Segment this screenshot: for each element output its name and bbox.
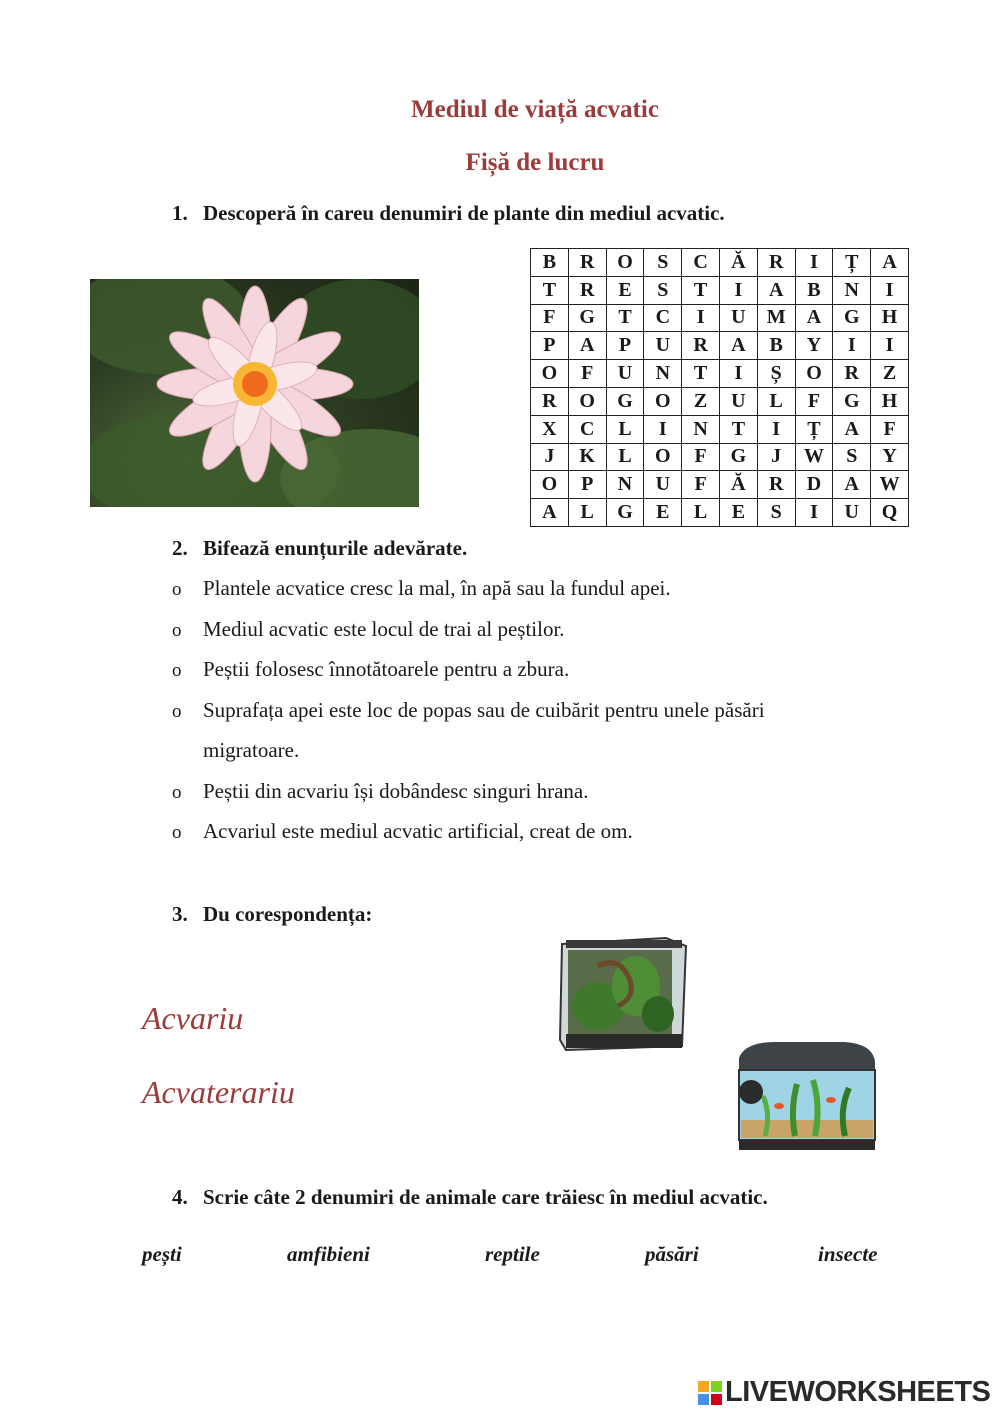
grid-cell[interactable]: L (606, 443, 644, 471)
grid-cell[interactable]: U (644, 332, 682, 360)
grid-row (531, 276, 909, 304)
grid-cell[interactable]: P (606, 332, 644, 360)
grid-cell[interactable]: F (795, 387, 833, 415)
grid-cell[interactable]: O (795, 360, 833, 388)
category-pasari: păsări (645, 1242, 699, 1266)
grid-cell[interactable]: N (606, 471, 644, 499)
grid-row (531, 443, 909, 471)
liveworksheets-logo-text: LIVEWORKSHEETS (725, 1376, 991, 1408)
aquarium-image[interactable] (735, 1040, 877, 1154)
statement-4[interactable] (172, 698, 765, 723)
statement-text: Acvariul este mediul acvatic artificial, creat de om. (203, 819, 633, 843)
grid-cell[interactable]: A (833, 415, 871, 443)
grid-cell[interactable]: A (795, 304, 833, 332)
grid-cell[interactable]: L (682, 499, 720, 527)
grid-cell[interactable]: C (568, 415, 606, 443)
grid-cell[interactable]: I (644, 415, 682, 443)
word-search-grid (530, 248, 909, 527)
grid-cell[interactable]: N (833, 276, 871, 304)
statement-4-continuation: migratoare. (203, 738, 300, 762)
grid-cell[interactable]: A (568, 332, 606, 360)
statement-5[interactable] (172, 779, 589, 804)
grid-cell[interactable]: Q (871, 499, 909, 527)
category-insecte: insecte (818, 1242, 878, 1266)
category-reptile: reptile (485, 1242, 540, 1266)
grid-cell[interactable]: C (644, 304, 682, 332)
grid-cell[interactable]: X (531, 415, 569, 443)
grid-cell[interactable]: I (795, 499, 833, 527)
grid-cell[interactable]: G (833, 304, 871, 332)
grid-cell[interactable]: O (606, 249, 644, 277)
question-3-heading (172, 902, 372, 927)
grid-cell[interactable]: J (757, 443, 795, 471)
checkbox-bullet[interactable]: o (172, 782, 182, 803)
grid-cell[interactable]: T (719, 415, 757, 443)
grid-cell[interactable]: N (682, 415, 720, 443)
grid-cell[interactable]: B (531, 249, 569, 277)
grid-cell[interactable]: I (682, 304, 720, 332)
grid-cell[interactable]: T (531, 276, 569, 304)
grid-cell[interactable]: F (531, 304, 569, 332)
terrarium-drawing (558, 936, 688, 1054)
checkbox-bullet[interactable]: o (172, 620, 182, 641)
grid-cell[interactable]: I (871, 276, 909, 304)
grid-cell[interactable]: U (606, 360, 644, 388)
grid-cell[interactable]: G (833, 387, 871, 415)
question-3-number: 3. (172, 902, 188, 926)
grid-cell[interactable]: W (871, 471, 909, 499)
checkbox-bullet[interactable]: o (172, 701, 182, 722)
grid-cell[interactable]: P (568, 471, 606, 499)
grid-cell[interactable]: U (644, 471, 682, 499)
grid-cell[interactable]: L (568, 499, 606, 527)
question-1-text: Descoperă în careu denumiri de plante din mediul acvatic. (203, 201, 725, 225)
checkbox-bullet[interactable]: o (172, 579, 182, 600)
grid-cell[interactable]: J (531, 443, 569, 471)
question-2-number: 2. (172, 536, 188, 560)
match-word-acvariu[interactable]: Acvariu (142, 1000, 244, 1036)
grid-cell[interactable]: D (795, 471, 833, 499)
grid-row (531, 499, 909, 527)
grid-cell[interactable]: O (644, 387, 682, 415)
question-1-heading (172, 201, 725, 226)
grid-row (531, 360, 909, 388)
grid-cell[interactable]: Ț (795, 415, 833, 443)
statement-text: Suprafața apei este loc de popas sau de cuibărit pentru unele păsări (203, 698, 765, 722)
grid-cell[interactable]: U (719, 387, 757, 415)
grid-cell[interactable]: B (795, 276, 833, 304)
grid-cell[interactable]: A (833, 471, 871, 499)
liveworksheets-logo (697, 1376, 990, 1409)
grid-cell[interactable]: G (606, 499, 644, 527)
grid-cell[interactable]: Y (795, 332, 833, 360)
grid-cell[interactable]: I (719, 276, 757, 304)
grid-cell[interactable]: B (757, 332, 795, 360)
question-3-text: Du corespondența: (203, 902, 373, 926)
statement-1[interactable] (172, 576, 671, 601)
grid-cell[interactable]: L (606, 415, 644, 443)
grid-cell[interactable]: Ș (757, 360, 795, 388)
grid-cell[interactable]: E (606, 276, 644, 304)
grid-cell[interactable]: O (568, 387, 606, 415)
grid-cell[interactable]: S (757, 499, 795, 527)
grid-cell[interactable]: H (871, 387, 909, 415)
question-4-heading (172, 1185, 768, 1210)
grid-cell[interactable]: T (682, 360, 720, 388)
grid-cell[interactable]: G (719, 443, 757, 471)
statement-3[interactable] (172, 657, 569, 682)
grid-cell[interactable]: E (644, 499, 682, 527)
grid-cell[interactable]: K (568, 443, 606, 471)
grid-cell[interactable]: A (757, 276, 795, 304)
grid-cell[interactable]: R (682, 332, 720, 360)
grid-cell[interactable]: R (531, 387, 569, 415)
checkbox-bullet[interactable]: o (172, 660, 182, 681)
grid-cell[interactable]: F (568, 360, 606, 388)
grid-cell[interactable]: Z (871, 360, 909, 388)
grid-cell[interactable]: A (719, 332, 757, 360)
checkbox-bullet[interactable]: o (172, 822, 182, 843)
grid-cell[interactable]: O (531, 471, 569, 499)
grid-cell[interactable]: L (757, 387, 795, 415)
terrarium-image[interactable] (558, 936, 688, 1054)
grid-cell[interactable]: R (757, 471, 795, 499)
statement-6[interactable] (172, 819, 633, 844)
grid-cell[interactable]: I (719, 360, 757, 388)
grid-cell[interactable]: I (833, 332, 871, 360)
statement-text: Plantele acvatice cresc la mal, în apă sau la fundul apei. (203, 576, 671, 600)
grid-cell[interactable]: R (757, 249, 795, 277)
grid-cell[interactable]: G (606, 387, 644, 415)
grid-row (531, 415, 909, 443)
grid-cell[interactable]: R (568, 249, 606, 277)
grid-cell[interactable]: F (871, 415, 909, 443)
grid-cell[interactable]: F (682, 443, 720, 471)
grid-cell[interactable]: Z (682, 387, 720, 415)
question-2-heading (172, 536, 467, 561)
page-subtitle: Fișă de lucru (465, 149, 605, 176)
grid-cell[interactable]: U (719, 304, 757, 332)
grid-cell[interactable]: T (682, 276, 720, 304)
grid-cell[interactable]: G (568, 304, 606, 332)
grid-row (531, 471, 909, 499)
grid-cell[interactable]: Y (871, 443, 909, 471)
statement-text: Mediul acvatic este locul de trai al peștilor. (203, 617, 565, 641)
grid-cell[interactable]: S (644, 276, 682, 304)
grid-cell[interactable]: I (795, 249, 833, 277)
grid-row (531, 387, 909, 415)
statement-text: Peștii din acvariu își dobândesc singuri hrana. (203, 779, 589, 803)
statement-text: Peștii folosesc înnotătoarele pentru a zbura. (203, 657, 570, 681)
grid-cell[interactable]: N (644, 360, 682, 388)
aquarium-drawing (735, 1040, 877, 1154)
category-pesti: pești (142, 1242, 182, 1266)
grid-cell[interactable]: Ă (719, 249, 757, 277)
grid-cell[interactable]: I (757, 415, 795, 443)
grid-cell[interactable]: H (871, 304, 909, 332)
water-lily-drawing (90, 279, 419, 507)
grid-cell[interactable]: T (606, 304, 644, 332)
grid-row (531, 304, 909, 332)
question-1-number: 1. (172, 201, 188, 225)
grid-cell[interactable]: F (682, 471, 720, 499)
grid-cell[interactable]: S (644, 249, 682, 277)
grid-cell[interactable]: E (719, 499, 757, 527)
water-lily-image (90, 279, 419, 507)
grid-cell[interactable]: R (568, 276, 606, 304)
page-title: Mediul de viață acvatic (411, 96, 659, 123)
grid-cell[interactable]: Ă (719, 471, 757, 499)
grid-cell[interactable]: O (531, 360, 569, 388)
grid-cell[interactable]: S (833, 443, 871, 471)
grid-cell[interactable]: Ț (833, 249, 871, 277)
grid-cell[interactable]: A (531, 499, 569, 527)
question-4-number: 4. (172, 1185, 188, 1209)
grid-cell[interactable]: U (833, 499, 871, 527)
grid-cell[interactable]: C (682, 249, 720, 277)
grid-cell[interactable]: W (795, 443, 833, 471)
grid-cell[interactable]: A (871, 249, 909, 277)
liveworksheets-logo-icon (697, 1380, 723, 1406)
grid-cell[interactable]: P (531, 332, 569, 360)
grid-cell[interactable]: R (833, 360, 871, 388)
grid-row (531, 249, 909, 277)
grid-cell[interactable]: I (871, 332, 909, 360)
question-4-text: Scrie câte 2 denumiri de animale care trăiesc în mediul acvatic. (203, 1185, 768, 1209)
category-amfibieni: amfibieni (287, 1242, 370, 1266)
grid-cell[interactable]: M (757, 304, 795, 332)
statement-2[interactable] (172, 617, 565, 642)
match-word-acvaterariu[interactable]: Acvaterariu (142, 1074, 295, 1110)
grid-cell[interactable]: O (644, 443, 682, 471)
question-2-text: Bifează enunțurile adevărate. (203, 536, 468, 560)
grid-row (531, 332, 909, 360)
